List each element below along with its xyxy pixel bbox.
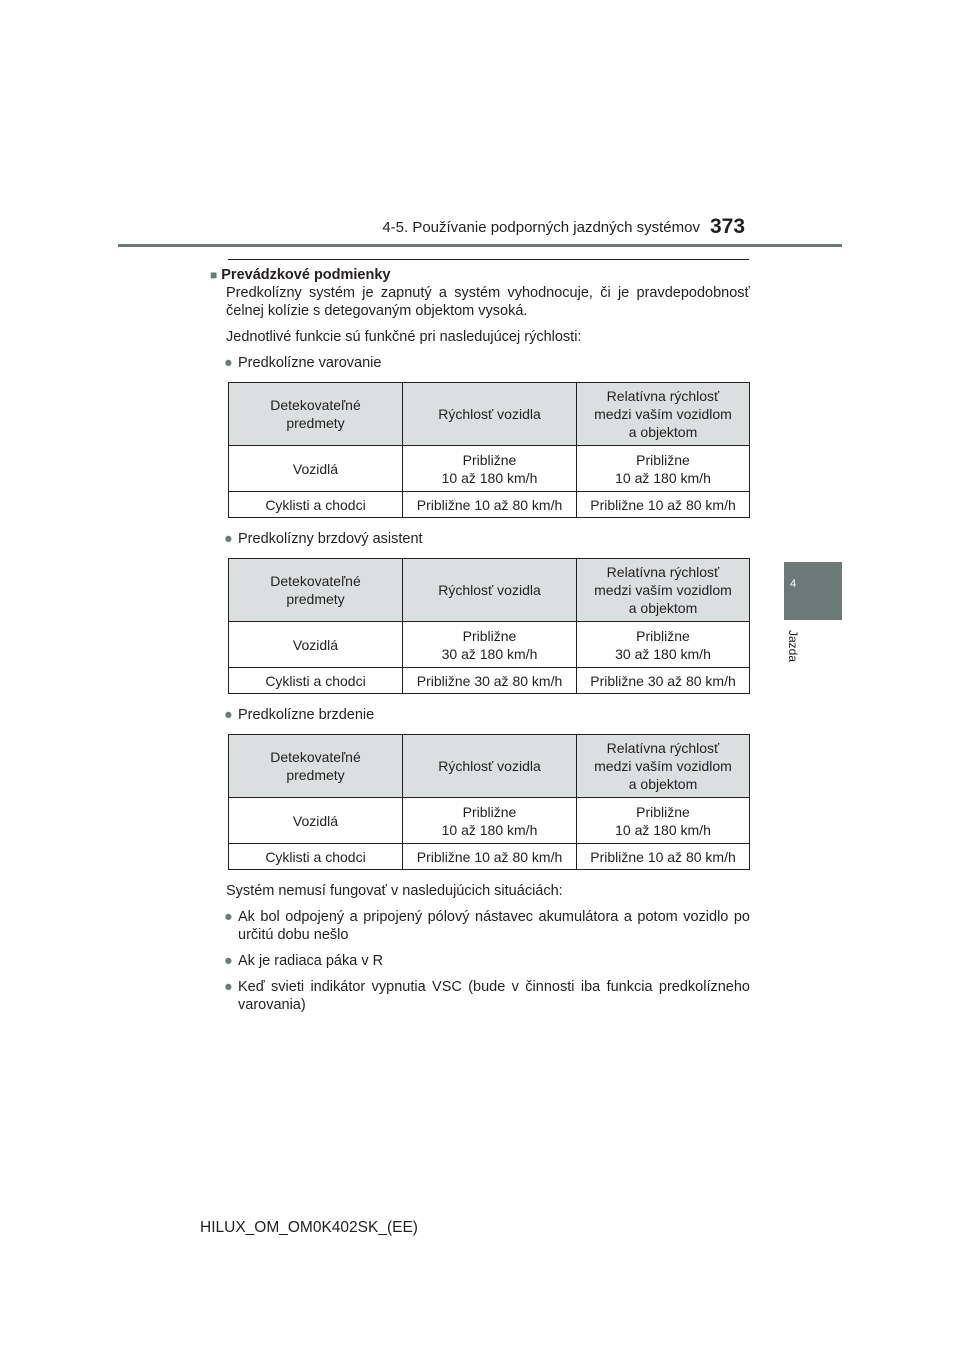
- table-cell: Približne 10 až 80 km/h: [403, 844, 577, 870]
- table-cell: Cyklisti a chodci: [229, 492, 403, 518]
- table-row: [229, 446, 750, 492]
- table-cell: Cyklisti a chodci: [229, 844, 403, 870]
- section-intro-speeds: Jednotlivé funkcie sú funkčné pri nasledujúcej rýchlosti:: [226, 329, 582, 345]
- header-rule: [118, 244, 842, 247]
- square-bullet-icon: ■: [210, 268, 218, 282]
- table-header-cell: Relatívna rýchlosť medzi vaším vozidlom a objektom: [577, 735, 750, 798]
- table-cell: Vozidlá: [229, 446, 403, 492]
- table-row: [229, 798, 750, 844]
- table-header-cell: Relatívna rýchlosť medzi vaším vozidlom a objektom: [577, 559, 750, 622]
- table-header-row: [229, 383, 750, 446]
- table-1-label: ● Predkolízne varovanie: [224, 355, 382, 371]
- table-header-cell: Detekovateľné predmety: [229, 735, 403, 798]
- table-3-label: ● Predkolízne brzdenie: [224, 707, 375, 723]
- chapter-number: 4: [790, 578, 797, 590]
- table-cell: Približne 30 až 80 km/h: [577, 668, 750, 694]
- brake-assist-table: [228, 558, 750, 694]
- table-cell: Približne 10 až 80 km/h: [577, 492, 750, 518]
- bullet-icon: ●: [224, 531, 233, 547]
- page-number: 373: [710, 215, 746, 238]
- main-content: [210, 266, 750, 1014]
- table-cell: Vozidlá: [229, 798, 403, 844]
- limitation-item: ● Ak bol odpojený a pripojený pólový nástavec akumulátora a potom vozidlo po určitú dobu nešlo: [224, 909, 750, 943]
- footer-code: HILUX_OM_OM0K402SK_(EE): [200, 1219, 418, 1236]
- table-cell: Vozidlá: [229, 622, 403, 668]
- bullet-icon: ●: [224, 909, 233, 925]
- table-header-row: [229, 559, 750, 622]
- header-title: 4-5. Používanie podporných jazdných systémov: [382, 219, 700, 236]
- table-cell: Približne 30 až 180 km/h: [403, 622, 577, 668]
- content-rule: [228, 259, 749, 260]
- table-cell: Približne 10 až 80 km/h: [577, 844, 750, 870]
- bullet-icon: ●: [224, 707, 233, 723]
- table-cell: Približne 30 až 180 km/h: [577, 622, 750, 668]
- table-row: [229, 492, 750, 518]
- table-header-cell: Relatívna rýchlosť medzi vaším vozidlom a objektom: [577, 383, 750, 446]
- limitation-item: ● Ak je radiaca páka v R: [224, 953, 384, 969]
- table-row: [229, 622, 750, 668]
- table-row: [229, 668, 750, 694]
- table-cell: Približne 10 až 180 km/h: [403, 798, 577, 844]
- table-header-cell: Rýchlosť vozidla: [403, 735, 577, 798]
- table-header-cell: Rýchlosť vozidla: [403, 383, 577, 446]
- bullet-icon: ●: [224, 953, 233, 969]
- table-header-row: [229, 735, 750, 798]
- chapter-tab: [784, 562, 842, 620]
- table-cell: Približne 10 až 180 km/h: [403, 446, 577, 492]
- table-header-cell: Rýchlosť vozidla: [403, 559, 577, 622]
- table-header-cell: Detekovateľné predmety: [229, 383, 403, 446]
- table-cell: Približne 30 až 80 km/h: [403, 668, 577, 694]
- table-cell: Cyklisti a chodci: [229, 668, 403, 694]
- limitation-item: ● Keď svieti indikátor vypnutia VSC (bude v činnosti iba funkcia predkolízneho varovania): [224, 979, 750, 1013]
- table-cell: Približne 10 až 80 km/h: [403, 492, 577, 518]
- table-header-cell: Detekovateľné predmety: [229, 559, 403, 622]
- limitations-intro: Systém nemusí fungovať v nasledujúcich situáciách:: [226, 883, 563, 899]
- chapter-label: Jazda: [786, 630, 800, 663]
- bullet-icon: ●: [224, 979, 233, 995]
- table-row: [229, 844, 750, 870]
- section-title: ■ Prevádzkové podmienky: [210, 267, 391, 283]
- table-2-label: ● Predkolízny brzdový asistent: [224, 531, 423, 547]
- precollision-braking-table: [228, 734, 750, 870]
- table-cell: Približne 10 až 180 km/h: [577, 446, 750, 492]
- precollision-warning-table: [228, 382, 750, 518]
- section-intro: Predkolízny systém je zapnutý a systém vyhodnocuje, či je pravdepodobnosť čelnej kolízie s detegovaným objektom vysoká.: [226, 285, 750, 319]
- bullet-icon: ●: [224, 355, 233, 371]
- table-cell: Približne 10 až 180 km/h: [577, 798, 750, 844]
